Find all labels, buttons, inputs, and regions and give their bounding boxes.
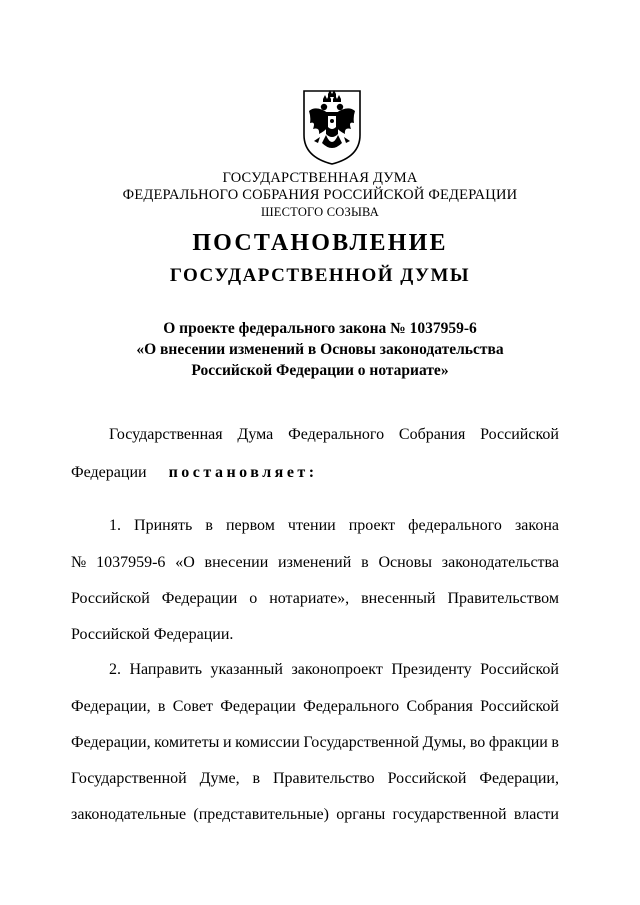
preamble-line2 <box>71 464 559 482</box>
word: проект <box>348 517 396 534</box>
word: 2. <box>109 661 121 678</box>
word: (представительные) <box>193 806 329 823</box>
word: Правительство <box>272 770 375 787</box>
word: и <box>222 734 232 751</box>
word: Федерального <box>303 698 400 715</box>
preamble-text: Федерации <box>71 464 147 481</box>
word: закона <box>514 517 559 534</box>
word: Президенту <box>391 661 472 678</box>
word: Российской <box>71 590 150 607</box>
item2-line5 <box>71 806 559 824</box>
word: Совет <box>172 698 213 715</box>
item1-line1 <box>109 517 559 535</box>
convocation: ШЕСТОГО СОЗЫВА <box>260 205 380 219</box>
word: во <box>469 734 486 751</box>
word: изменений <box>278 554 352 571</box>
word: Принять <box>134 517 193 534</box>
word: законодательные <box>71 806 187 823</box>
word: внесенный <box>361 590 436 607</box>
org-name-line1: ГОСУДАРСТВЕННАЯ ДУМА <box>222 170 418 186</box>
word: нотариате», <box>269 590 350 607</box>
word: в <box>252 770 261 787</box>
word: Государственной <box>303 734 420 751</box>
word: Федерального <box>288 426 385 443</box>
preamble-line1 <box>109 426 559 444</box>
document-subtitle: ГОСУДАРСТВЕННОЙ ДУМЫ <box>169 265 471 286</box>
word: Думы, <box>422 734 467 751</box>
word: Федерации, <box>71 734 151 751</box>
word: в <box>361 554 369 571</box>
word: комиссии <box>235 734 300 751</box>
word: фракции <box>488 734 548 751</box>
word: Собрания <box>406 698 473 715</box>
word: Российской <box>387 770 467 787</box>
document-title: ПОСТАНОВЛЕНИЕ <box>192 230 448 256</box>
word: о <box>249 590 258 607</box>
word: Собрания <box>398 426 466 443</box>
word: законодательства <box>441 554 559 571</box>
word: первом <box>225 517 275 534</box>
word: указанный <box>210 661 283 678</box>
word: Думе, <box>199 770 240 787</box>
org-name-line2: ФЕДЕРАЛЬНОГО СОБРАНИЯ РОССИЙСКОЙ ФЕДЕРАЦИИ <box>122 187 518 203</box>
word: Правительством <box>447 590 559 607</box>
word: Основы <box>378 554 432 571</box>
word: 1. <box>109 517 121 534</box>
word: в <box>551 734 559 751</box>
word: «О <box>175 554 195 571</box>
word: государственной <box>392 806 507 823</box>
word: внесении <box>204 554 269 571</box>
word: Российской <box>480 698 559 715</box>
word: в <box>205 517 213 534</box>
word: Федерации <box>220 698 296 715</box>
word: комитеты <box>154 734 220 751</box>
word: Государственной <box>71 770 187 787</box>
word: 1037959-6 <box>96 554 166 571</box>
word: Государственная <box>109 426 223 443</box>
word: в <box>157 698 166 715</box>
bill-title-line2: «О внесении изменений в Основы законодательства <box>136 341 504 358</box>
item2-line1 <box>109 661 559 679</box>
coat-of-arms-icon <box>298 87 366 167</box>
item2-line2 <box>71 698 559 716</box>
word: Российской <box>480 426 559 443</box>
word: чтении <box>287 517 336 534</box>
bill-title-line1: О проекте федерального закона № 1037959-6 <box>163 320 477 337</box>
bill-title-line3: Российской Федерации о нотариате» <box>191 362 449 379</box>
item1-line4: Российской Федерации. <box>71 626 234 643</box>
word: Федерации, <box>479 770 559 787</box>
item1-line3 <box>71 590 559 608</box>
item1-line2 <box>71 554 559 572</box>
item2-line4 <box>71 770 559 788</box>
word: № <box>71 554 87 571</box>
resolves-word: постановляет: <box>168 464 318 481</box>
word: Федерации, <box>71 698 151 715</box>
word: Направить <box>129 661 202 678</box>
word: Федерации <box>161 590 238 607</box>
item2-line3 <box>71 734 559 752</box>
word: законопроект <box>291 661 383 678</box>
word: Российской <box>480 661 559 678</box>
word: федерального <box>408 517 502 534</box>
word: Дума <box>237 426 274 443</box>
word: власти <box>513 806 559 823</box>
word: органы <box>336 806 386 823</box>
